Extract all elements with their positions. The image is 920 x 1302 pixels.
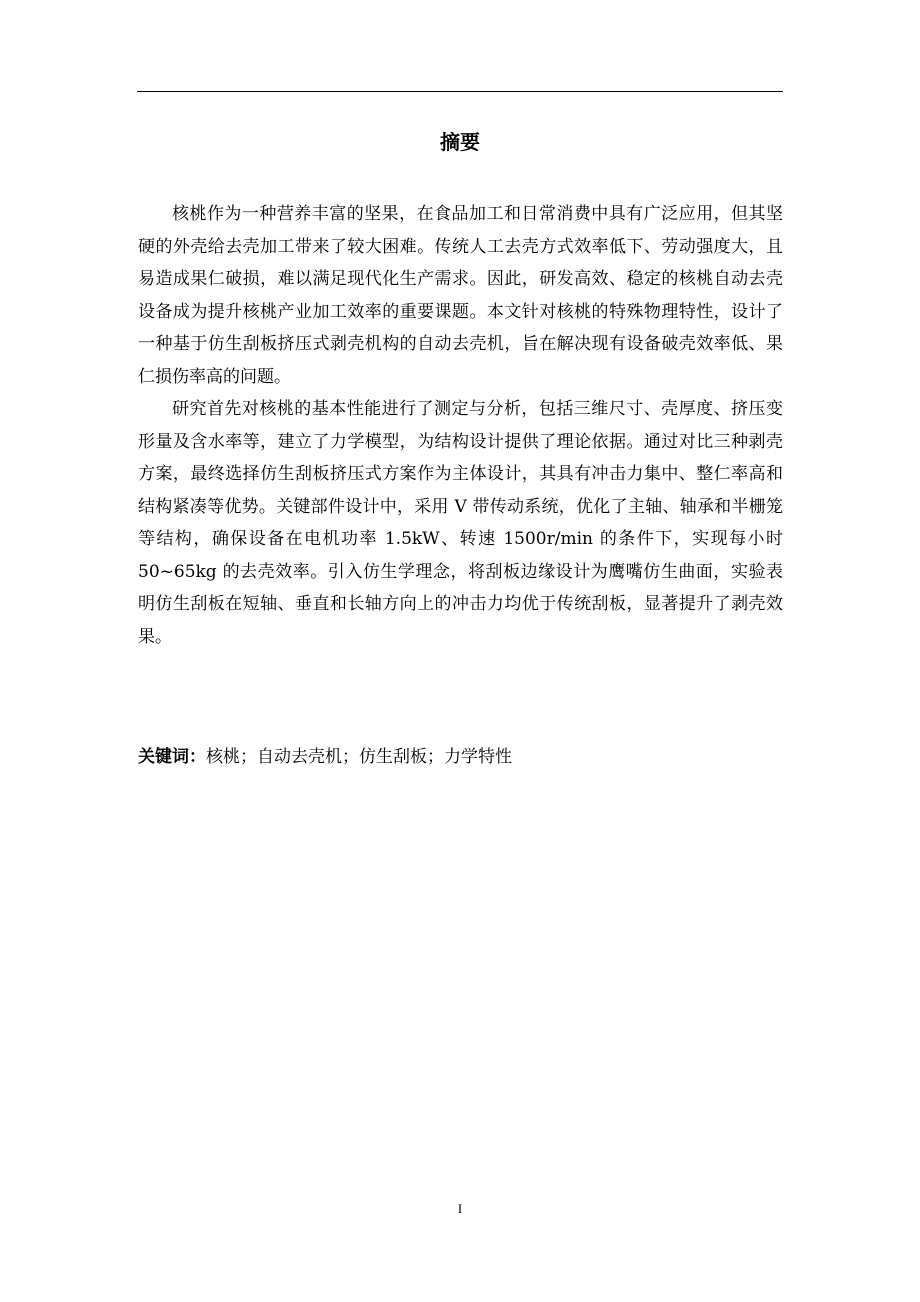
abstract-paragraph-2: 研究首先对核桃的基本性能进行了测定与分析，包括三维尺寸、壳厚度、挤压变形量及含水率等，建立了力学模型，为结构设计提供了理论依据。通过对比三种剥壳方案，最终选择仿生刮板挤压式方案作为主体设计，其具有冲击力集中、整仁率高和结构紧凑等优势。关键部件设计中，采用 V 带传动系统，优化了主轴、轴承和半栅笼等结构，确保设备在电机功率 1.5kW、转速 1500r/min 的条件下，实现每小时 50~65kg 的去壳效率。引入仿生学理念，将刮板边缘设计为鹰嘴仿生曲面，实验表明仿生刮板在短轴、垂直和长轴方向上的冲击力均优于传统刮板，显著提升了剥壳效果。 xyxy=(138,399,783,647)
keywords-line xyxy=(138,741,783,773)
keywords-text: 核桃；自动去壳机；仿生刮板；力学特性 xyxy=(206,747,512,767)
header-rule xyxy=(137,91,783,92)
abstract-paragraph-1: 核桃作为一种营养丰富的坚果，在食品加工和日常消费中具有广泛应用，但其坚硬的外壳给去壳加工带来了较大困难。传统人工去壳方式效率低下、劳动强度大，且易造成果仁破损，难以满足现代化生产需求。因此，研发高效、稳定的核桃自动去壳设备成为提升核桃产业加工效率的重要课题。本文针对核桃的特殊物理特性，设计了一种基于仿生刮板挤压式剥壳机构的自动去壳机，旨在解决现有设备破壳效率低、果仁损伤率高的问题。 xyxy=(138,204,783,387)
page-number: I xyxy=(457,1201,463,1216)
keywords-label: 关键词： xyxy=(138,747,206,767)
page-title: 摘要 xyxy=(440,130,480,154)
abstract-body xyxy=(138,198,783,653)
